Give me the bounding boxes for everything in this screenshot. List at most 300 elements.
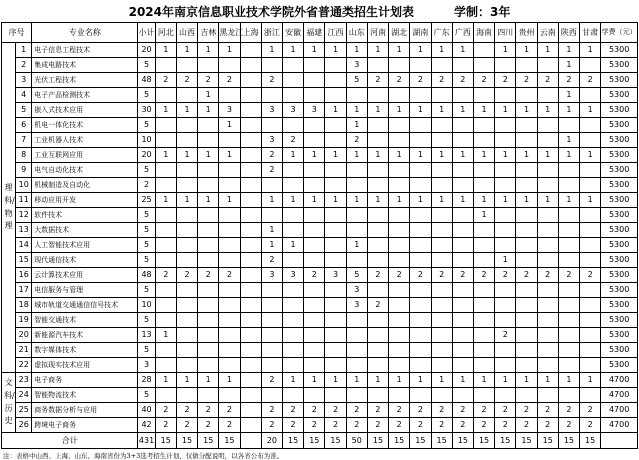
quota-cell xyxy=(282,283,303,298)
quota-cell: 1 xyxy=(410,43,431,58)
quota-cell: 2 xyxy=(261,403,282,418)
quota-cell: 1 xyxy=(261,223,282,238)
quota-cell xyxy=(473,178,494,193)
quota-cell xyxy=(410,343,431,358)
table-row xyxy=(2,358,638,373)
quota-cell xyxy=(325,118,346,133)
quota-cell: 1 xyxy=(431,193,452,208)
tuition-cell: 5300 xyxy=(601,73,638,88)
quota-cell xyxy=(389,298,410,313)
quota-cell xyxy=(219,328,240,343)
quota-cell: 1 xyxy=(325,373,346,388)
quota-cell xyxy=(431,283,452,298)
quota-cell xyxy=(580,358,601,373)
total-province-cell: 15 xyxy=(176,433,197,449)
quota-cell xyxy=(240,43,261,58)
quota-cell xyxy=(198,253,219,268)
quota-cell xyxy=(325,58,346,73)
quota-cell xyxy=(304,163,325,178)
tuition-cell: 5300 xyxy=(601,178,638,193)
quota-cell xyxy=(516,223,537,238)
quota-cell: 2 xyxy=(155,403,176,418)
quota-cell xyxy=(580,313,601,328)
category-label: 文科/历史 xyxy=(4,377,15,426)
quota-cell: 1 xyxy=(410,373,431,388)
quota-cell: 2 xyxy=(198,73,219,88)
quota-cell xyxy=(176,58,197,73)
quota-cell xyxy=(155,358,176,373)
table-row xyxy=(2,373,638,388)
quota-cell xyxy=(198,343,219,358)
quota-cell xyxy=(282,58,303,73)
province-header: 广西 xyxy=(452,23,473,43)
tuition-cell: 5300 xyxy=(601,43,638,58)
quota-cell: 1 xyxy=(452,148,473,163)
quota-cell xyxy=(219,178,240,193)
quota-cell xyxy=(240,283,261,298)
quota-cell xyxy=(155,238,176,253)
quota-cell xyxy=(431,163,452,178)
quota-cell xyxy=(410,313,431,328)
quota-cell: 1 xyxy=(282,43,303,58)
quota-cell: 2 xyxy=(261,148,282,163)
row-number: 24 xyxy=(16,388,32,403)
table-row xyxy=(2,193,638,208)
quota-cell: 2 xyxy=(367,403,388,418)
quota-cell xyxy=(155,253,176,268)
quota-cell: 1 xyxy=(176,103,197,118)
quota-cell xyxy=(367,358,388,373)
total-province-cell: 15 xyxy=(410,433,431,449)
quota-cell: 2 xyxy=(304,268,325,283)
quota-cell: 1 xyxy=(198,148,219,163)
quota-cell xyxy=(389,133,410,148)
quota-cell: 3 xyxy=(346,283,367,298)
tuition-cell: 5300 xyxy=(601,343,638,358)
seq-header: 序号 xyxy=(2,23,32,43)
subtotal-cell: 3 xyxy=(138,358,155,373)
tuition-cell: 5300 xyxy=(601,238,638,253)
row-number: 2 xyxy=(16,58,32,73)
quota-cell: 1 xyxy=(431,43,452,58)
quota-cell: 1 xyxy=(580,103,601,118)
quota-cell xyxy=(452,58,473,73)
province-header: 山东 xyxy=(346,23,367,43)
quota-cell xyxy=(282,298,303,313)
quota-cell: 2 xyxy=(410,73,431,88)
quota-cell: 1 xyxy=(537,103,558,118)
quota-cell xyxy=(282,223,303,238)
quota-cell: 1 xyxy=(219,193,240,208)
row-number: 13 xyxy=(16,223,32,238)
table-row xyxy=(2,238,638,253)
quota-cell xyxy=(431,253,452,268)
tuition-cell: 5300 xyxy=(601,118,638,133)
quota-cell: 2 xyxy=(431,418,452,433)
quota-cell xyxy=(495,88,516,103)
province-header: 陕西 xyxy=(558,23,579,43)
row-number: 8 xyxy=(16,148,32,163)
quota-cell xyxy=(219,163,240,178)
quota-cell xyxy=(452,298,473,313)
quota-cell xyxy=(198,283,219,298)
quota-cell xyxy=(304,73,325,88)
quota-cell xyxy=(325,283,346,298)
row-number: 23 xyxy=(16,373,32,388)
quota-cell: 1 xyxy=(452,373,473,388)
quota-cell: 2 xyxy=(580,403,601,418)
quota-cell xyxy=(282,118,303,133)
quota-cell xyxy=(325,358,346,373)
quota-cell xyxy=(155,58,176,73)
quota-cell: 2 xyxy=(495,268,516,283)
quota-cell: 1 xyxy=(346,148,367,163)
quota-cell xyxy=(325,253,346,268)
row-number: 9 xyxy=(16,163,32,178)
quota-cell: 1 xyxy=(261,238,282,253)
tuition-cell: 5300 xyxy=(601,298,638,313)
table-row xyxy=(2,388,638,403)
tuition-cell: 4700 xyxy=(601,403,638,418)
quota-cell xyxy=(155,343,176,358)
tuition-cell: 5300 xyxy=(601,163,638,178)
row-number: 4 xyxy=(16,88,32,103)
quota-cell xyxy=(155,223,176,238)
quota-cell xyxy=(537,88,558,103)
quota-cell xyxy=(155,388,176,403)
quota-cell xyxy=(198,223,219,238)
subtotal-cell: 5 xyxy=(138,163,155,178)
quota-cell xyxy=(367,133,388,148)
quota-cell: 2 xyxy=(410,403,431,418)
quota-cell xyxy=(537,358,558,373)
quota-cell xyxy=(431,133,452,148)
subtotal-cell: 5 xyxy=(138,253,155,268)
quota-cell: 2 xyxy=(346,403,367,418)
quota-cell: 1 xyxy=(155,193,176,208)
quota-cell: 1 xyxy=(367,43,388,58)
quota-cell xyxy=(261,328,282,343)
quota-cell xyxy=(452,88,473,103)
quota-cell xyxy=(176,238,197,253)
total-province-cell: 20 xyxy=(261,433,282,449)
quota-cell xyxy=(389,223,410,238)
quota-cell: 2 xyxy=(282,418,303,433)
quota-cell: 2 xyxy=(452,268,473,283)
quota-cell xyxy=(176,163,197,178)
quota-cell xyxy=(516,313,537,328)
table-row xyxy=(2,133,638,148)
major-name: 嵌入式技术应用 xyxy=(32,103,138,118)
quota-cell xyxy=(261,388,282,403)
quota-cell: 1 xyxy=(346,373,367,388)
quota-cell xyxy=(219,223,240,238)
quota-cell xyxy=(473,358,494,373)
quota-cell: 1 xyxy=(367,103,388,118)
quota-cell xyxy=(452,283,473,298)
quota-cell: 5 xyxy=(346,268,367,283)
quota-cell: 1 xyxy=(176,43,197,58)
table-row xyxy=(2,43,638,58)
total-province-cell: 15 xyxy=(219,433,240,449)
quota-cell xyxy=(516,208,537,223)
quota-cell xyxy=(410,253,431,268)
subtotal-cell: 10 xyxy=(138,298,155,313)
quota-cell: 1 xyxy=(580,148,601,163)
quota-cell xyxy=(473,223,494,238)
quota-cell xyxy=(176,178,197,193)
row-number: 16 xyxy=(16,268,32,283)
quota-cell xyxy=(389,118,410,133)
quota-cell: 1 xyxy=(495,148,516,163)
major-name: 电子商务 xyxy=(32,373,138,388)
quota-cell xyxy=(516,88,537,103)
quota-cell xyxy=(495,118,516,133)
quota-cell: 2 xyxy=(176,73,197,88)
quota-cell xyxy=(198,358,219,373)
quota-cell xyxy=(282,388,303,403)
quota-cell: 2 xyxy=(176,418,197,433)
quota-cell xyxy=(558,253,579,268)
quota-cell: 2 xyxy=(473,403,494,418)
quota-cell xyxy=(580,178,601,193)
quota-cell xyxy=(495,178,516,193)
quota-cell xyxy=(389,328,410,343)
table-row xyxy=(2,103,638,118)
quota-cell xyxy=(325,343,346,358)
quota-cell xyxy=(431,223,452,238)
quota-cell xyxy=(410,118,431,133)
page-title: 2024年南京信息职业技术学院外省普通类招生计划表 xyxy=(128,4,415,19)
quota-cell: 1 xyxy=(389,103,410,118)
quota-cell xyxy=(410,283,431,298)
quota-cell xyxy=(155,178,176,193)
row-number: 10 xyxy=(16,178,32,193)
quota-cell xyxy=(155,133,176,148)
quota-cell: 1 xyxy=(282,373,303,388)
quota-cell xyxy=(580,328,601,343)
quota-cell xyxy=(304,283,325,298)
total-province-cell: 15 xyxy=(580,433,601,449)
quota-cell xyxy=(580,388,601,403)
quota-cell: 2 xyxy=(537,418,558,433)
quota-cell: 2 xyxy=(304,403,325,418)
major-name: 机电一体化技术 xyxy=(32,118,138,133)
quota-cell: 2 xyxy=(325,403,346,418)
study-years-label: 学制：3年 xyxy=(454,4,511,19)
quota-cell xyxy=(219,313,240,328)
total-province-cell: 15 xyxy=(516,433,537,449)
major-name: 虚拟现实技术应用 xyxy=(32,358,138,373)
quota-cell xyxy=(495,298,516,313)
province-header: 山西 xyxy=(176,23,197,43)
quota-cell: 2 xyxy=(558,73,579,88)
province-header: 四川 xyxy=(495,23,516,43)
quota-cell xyxy=(410,178,431,193)
quota-cell xyxy=(176,223,197,238)
total-province-cell: 15 xyxy=(304,433,325,449)
quota-cell xyxy=(304,118,325,133)
quota-cell xyxy=(452,253,473,268)
total-label: 合计 xyxy=(2,433,138,449)
quota-cell xyxy=(304,58,325,73)
quota-cell xyxy=(389,253,410,268)
quota-cell: 1 xyxy=(219,148,240,163)
subtotal-cell: 5 xyxy=(138,238,155,253)
quota-cell xyxy=(452,238,473,253)
tuition-cell: 4700 xyxy=(601,388,638,403)
quota-cell: 2 xyxy=(537,403,558,418)
quota-cell xyxy=(516,133,537,148)
quota-cell xyxy=(516,358,537,373)
quota-cell: 2 xyxy=(282,403,303,418)
category-label: 理科/物理 xyxy=(4,182,15,231)
table-row xyxy=(2,283,638,298)
row-number: 17 xyxy=(16,283,32,298)
subtotal-cell: 13 xyxy=(138,328,155,343)
quota-cell: 2 xyxy=(261,253,282,268)
quota-cell: 1 xyxy=(580,373,601,388)
quota-cell: 1 xyxy=(473,148,494,163)
quota-cell xyxy=(389,208,410,223)
subtotal-cell: 5 xyxy=(138,118,155,133)
quota-cell xyxy=(452,163,473,178)
table-row xyxy=(2,328,638,343)
quota-cell xyxy=(516,238,537,253)
total-province-cell: 15 xyxy=(495,433,516,449)
quota-cell xyxy=(219,58,240,73)
quota-cell: 1 xyxy=(452,193,473,208)
quota-cell xyxy=(198,298,219,313)
quota-cell xyxy=(452,343,473,358)
quota-cell: 1 xyxy=(516,43,537,58)
quota-cell: 2 xyxy=(198,268,219,283)
quota-cell xyxy=(389,163,410,178)
quota-cell: 1 xyxy=(537,43,558,58)
quota-cell xyxy=(176,328,197,343)
quota-cell: 2 xyxy=(452,418,473,433)
quota-cell: 1 xyxy=(558,193,579,208)
quota-cell xyxy=(367,388,388,403)
quota-cell: 1 xyxy=(325,148,346,163)
quota-cell: 3 xyxy=(304,103,325,118)
quota-cell xyxy=(452,118,473,133)
quota-cell xyxy=(240,163,261,178)
table-row xyxy=(2,208,638,223)
quota-cell xyxy=(558,328,579,343)
quota-cell xyxy=(367,283,388,298)
table-row xyxy=(2,163,638,178)
quota-cell xyxy=(240,298,261,313)
quota-cell xyxy=(304,133,325,148)
quota-cell xyxy=(580,283,601,298)
tuition-cell: 5300 xyxy=(601,223,638,238)
quota-cell: 1 xyxy=(346,103,367,118)
quota-cell xyxy=(516,388,537,403)
quota-cell xyxy=(431,178,452,193)
quota-cell: 2 xyxy=(219,268,240,283)
quota-cell xyxy=(495,223,516,238)
quota-cell xyxy=(240,58,261,73)
quota-cell: 1 xyxy=(473,373,494,388)
quota-cell xyxy=(537,388,558,403)
quota-cell: 1 xyxy=(431,373,452,388)
quota-cell xyxy=(346,343,367,358)
quota-cell xyxy=(304,388,325,403)
tuition-header: 学费（元） xyxy=(601,23,638,43)
quota-cell xyxy=(240,343,261,358)
quota-cell xyxy=(240,238,261,253)
quota-cell xyxy=(261,58,282,73)
quota-cell: 2 xyxy=(431,403,452,418)
quota-cell xyxy=(410,163,431,178)
quota-cell xyxy=(495,313,516,328)
quota-cell: 2 xyxy=(325,418,346,433)
province-header: 贵州 xyxy=(516,23,537,43)
quota-cell: 1 xyxy=(431,148,452,163)
quota-cell: 1 xyxy=(452,43,473,58)
quota-cell xyxy=(473,388,494,403)
tuition-cell: 5300 xyxy=(601,283,638,298)
quota-cell: 1 xyxy=(346,118,367,133)
quota-cell xyxy=(389,58,410,73)
quota-cell xyxy=(389,178,410,193)
quota-cell xyxy=(240,388,261,403)
quota-cell xyxy=(431,208,452,223)
major-name: 集成电路技术 xyxy=(32,58,138,73)
province-header: 河南 xyxy=(367,23,388,43)
quota-cell xyxy=(367,313,388,328)
quota-cell: 2 xyxy=(516,418,537,433)
quota-cell xyxy=(580,298,601,313)
major-name: 城市轨道交通通信信号技术 xyxy=(32,298,138,313)
quota-cell xyxy=(473,328,494,343)
quota-cell: 1 xyxy=(495,373,516,388)
quota-cell xyxy=(452,358,473,373)
quota-cell xyxy=(580,208,601,223)
subtotal-cell: 5 xyxy=(138,88,155,103)
quota-cell xyxy=(325,328,346,343)
quota-cell: 2 xyxy=(261,73,282,88)
quota-cell xyxy=(240,148,261,163)
total-tuition-cell xyxy=(601,433,638,449)
tuition-cell: 5300 xyxy=(601,208,638,223)
quota-cell xyxy=(389,313,410,328)
quota-cell xyxy=(389,358,410,373)
quota-cell xyxy=(389,388,410,403)
quota-cell: 2 xyxy=(452,73,473,88)
quota-cell: 1 xyxy=(176,148,197,163)
quota-cell xyxy=(304,238,325,253)
quota-cell: 1 xyxy=(155,43,176,58)
quota-cell xyxy=(367,58,388,73)
table-row xyxy=(2,343,638,358)
subtotal-cell: 5 xyxy=(138,223,155,238)
quota-cell xyxy=(198,388,219,403)
quota-cell: 1 xyxy=(198,43,219,58)
quota-cell: 2 xyxy=(537,268,558,283)
quota-cell xyxy=(261,88,282,103)
total-province-cell: 15 xyxy=(558,433,579,449)
quota-cell: 1 xyxy=(367,373,388,388)
quota-cell: 1 xyxy=(431,103,452,118)
quota-cell xyxy=(473,88,494,103)
row-number: 3 xyxy=(16,73,32,88)
quota-cell: 2 xyxy=(198,403,219,418)
tuition-cell: 5300 xyxy=(601,88,638,103)
quota-cell: 1 xyxy=(198,373,219,388)
quota-cell xyxy=(240,223,261,238)
